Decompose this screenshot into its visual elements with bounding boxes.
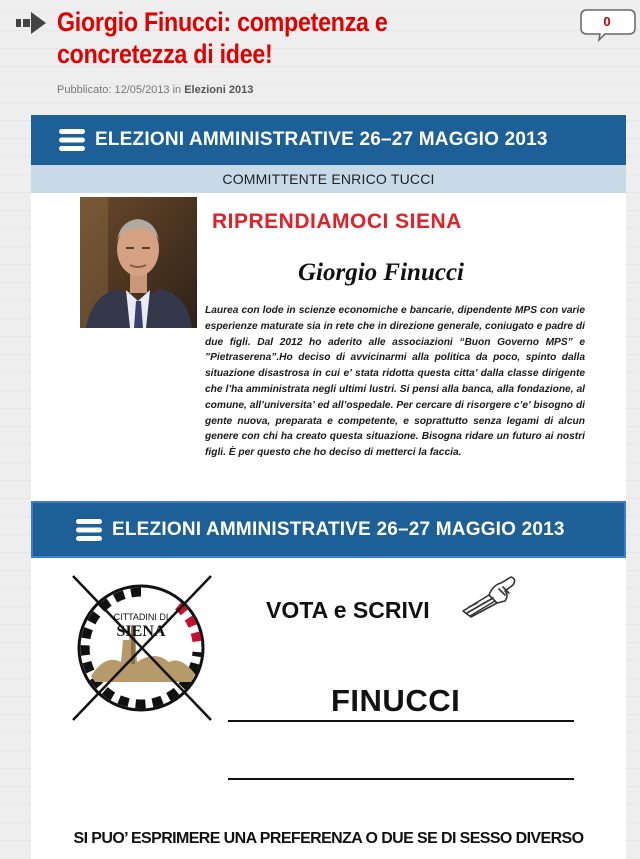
vote-instruction: VOTA e SCRIVI xyxy=(266,597,430,623)
category-link[interactable]: Elezioni 2013 xyxy=(184,84,254,96)
write-in-line-1 xyxy=(228,720,574,722)
headline: RIPRENDIAMOCI SIENA xyxy=(212,210,462,233)
banner-title: ELEZIONI AMMINISTRATIVE 26–27 MAGGIO 2013 xyxy=(95,129,548,150)
candidate-bio: Laurea con lode in scienze economiche e bancarie, dipendente MPS con varie esperienze maturate sia in rete che in direzione generale, coniugato e padre di due figli. Dal 2012 ho aderito alle associazioni “Buon Governo MPS” e ”Pietraserena”.Ho deciso di avvicinarmi alla politica da poco, spinto dalla situazione disastrosa in cui e’ stata ridotta questa citta’ dalla classe dirigente che l’ha amministrata negli ultimi lustri. Si pensi alla banca, alla fondazione, al comune, all’universita’ ed all’ospedale. Per cercare di risorgere c’e’ bisogno di gente nuova, preparata e competente, e soprattutto senza legami di alcun genere con chi ha creato questa situazione. Bisogna ridare un futuro ai nostri figli. È per questo che ho deciso di metterci la faccia. xyxy=(205,305,585,459)
write-in-name: FINUCCI xyxy=(331,683,461,718)
publish-info: Pubblicato: 12/05/2013 in xyxy=(57,84,185,96)
banner-title: ELEZIONI AMMINISTRATIVE 26–27 MAGGIO 2013 xyxy=(112,518,565,540)
election-banner-top xyxy=(31,115,626,165)
candidate-photo xyxy=(80,197,197,328)
comment-count: 0 xyxy=(603,14,611,29)
committente-bar: COMMITTENTE ENRICO TUCCI xyxy=(31,165,626,193)
post-header xyxy=(0,0,640,110)
menu-icon xyxy=(59,127,87,153)
post-title[interactable]: Giorgio Finucci: competenza e concretezza di idee! xyxy=(57,7,388,69)
menu-icon xyxy=(76,517,104,543)
arrow-icon xyxy=(14,10,48,36)
candidate-name: Giorgio Finucci xyxy=(298,259,464,286)
post-meta xyxy=(57,84,253,96)
comment-count-bubble[interactable] xyxy=(579,8,637,42)
logo-line-1: CITTADINI DI xyxy=(113,612,169,622)
write-in-line-2 xyxy=(228,778,574,780)
election-banner-bottom xyxy=(31,501,626,558)
party-logo-crossed xyxy=(65,570,217,725)
logo-line-2: SIENA xyxy=(116,623,166,640)
pen-hand-icon xyxy=(459,573,521,621)
campaign-flyer xyxy=(31,115,626,859)
preference-note: SI PUO’ ESPRIMERE UNA PREFERENZA O DUE SE DI SESSO DIVERSO xyxy=(73,830,584,847)
